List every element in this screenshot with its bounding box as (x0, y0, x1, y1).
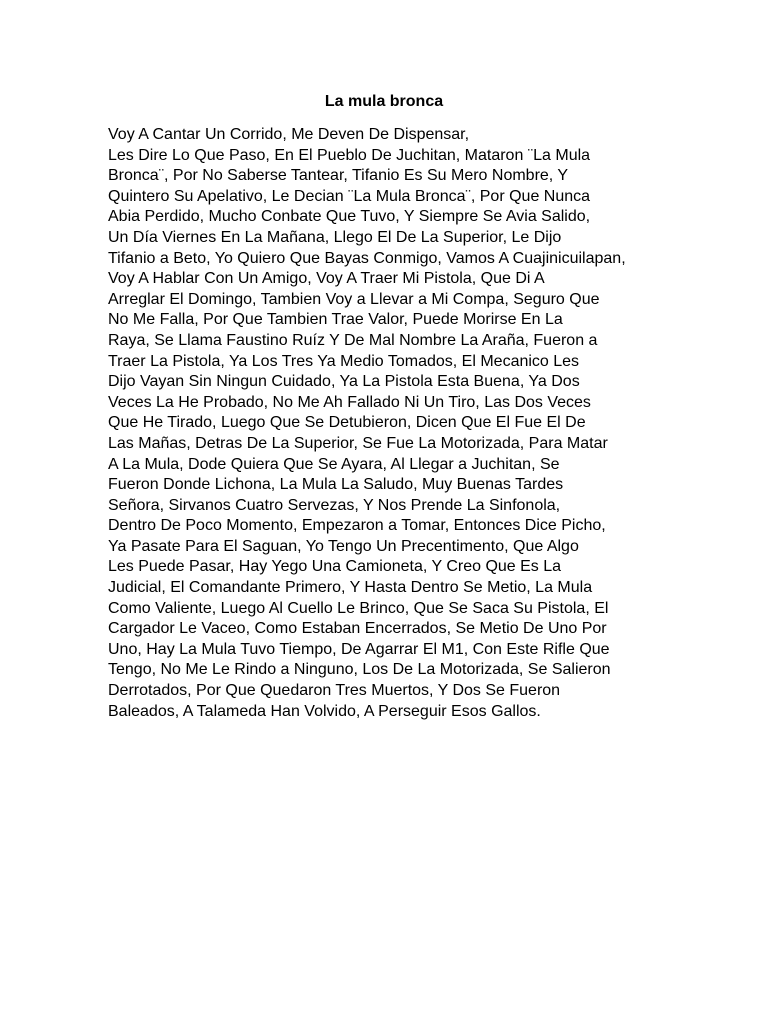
text-line: Derrotados, Por Que Quedaron Tres Muertos, Y Dos Se Fueron (108, 682, 561, 700)
text-line: Dentro De Poco Momento, Empezaron a Tomar, Entonces Dice Picho, (108, 517, 606, 535)
text-line: Fueron Donde Lichona, La Mula La Saludo, Muy Buenas Tardes (108, 476, 564, 494)
text-line: Voy A Hablar Con Un Amigo, Voy A Traer Mi Pistola, Que Di A (108, 270, 545, 288)
text-line: Baleados, A Talameda Han Volvido, A Perseguir Esos Gallos. (108, 702, 541, 720)
text-line: Dijo Vayan Sin Ningun Cuidado, Ya La Pistola Esta Buena, Ya Dos (108, 373, 580, 391)
text-line: Arreglar El Domingo, Tambien Voy a Llevar a Mi Compa, Seguro Que (108, 290, 600, 308)
text-line: A La Mula, Dode Quiera Que Se Ayara, Al Llegar a Juchitan, Se (108, 455, 560, 473)
text-line: Traer La Pistola, Ya Los Tres Ya Medio Tomados, El Mecanico Les (108, 352, 580, 370)
text-line: No Me Falla, Por Que Tambien Trae Valor, Puede Morirse En La (108, 311, 563, 329)
text-line: Voy A Cantar Un Corrido, Me Deven De Dispensar, (108, 126, 470, 143)
document-body (108, 125, 668, 722)
text-line: Señora, Sirvanos Cuatro Servezas, Y Nos Prende La Sinfonola, (108, 496, 561, 514)
text-line: Las Mañas, Detras De La Superior, Se Fue La Motorizada, Para Matar (108, 434, 608, 452)
document-title: La mula bronca (324, 93, 444, 110)
text-line: Quintero Su Apelativo, Le Decian ¨La Mula Bronca¨, Por Que Nunca (108, 187, 591, 205)
text-line: Bronca¨, Por No Saberse Tantear, Tifanio Es Su Mero Nombre, Y (108, 167, 569, 185)
text-line: Cargador Le Vaceo, Como Estaban Encerrados, Se Metio De Uno Por (108, 620, 607, 638)
text-line: Tifanio a Beto, Yo Quiero Que Bayas Conmigo, Vamos A Cuajinicuilapan, (108, 249, 626, 267)
text-line: Que He Tirado, Luego Que Se Detubieron, Dicen Que El Fue El De (108, 414, 586, 432)
text-line: Les Puede Pasar, Hay Yego Una Camioneta, Y Creo Que Es La (108, 558, 562, 576)
text-line: Veces La He Probado, No Me Ah Fallado Ni Un Tiro, Las Dos Veces (108, 393, 591, 411)
text-line: Como Valiente, Luego Al Cuello Le Brinco, Que Se Saca Su Pistola, El (108, 599, 609, 617)
text-line: Tengo, No Me Le Rindo a Ninguno, Los De La Motorizada, Se Salieron (108, 661, 611, 679)
text-line: Raya, Se Llama Faustino Ruíz Y De Mal Nombre La Araña, Fueron a (108, 331, 598, 349)
text-line: Un Día Viernes En La Mañana, Llego El De La Superior, Le Dijo (108, 228, 562, 246)
text-line: Les Dire Lo Que Paso, En El Pueblo De Juchitan, Mataron ¨La Mula (108, 146, 591, 164)
text-line: Judicial, El Comandante Primero, Y Hasta Dentro Se Metio, La Mula (108, 579, 593, 597)
text-line: Ya Pasate Para El Saguan, Yo Tengo Un Precentimento, Que Algo (108, 537, 579, 555)
text-line: Abia Perdido, Mucho Conbate Que Tuvo, Y Siempre Se Avia Salido, (108, 208, 591, 226)
text-line: Uno, Hay La Mula Tuvo Tiempo, De Agarrar El M1, Con Este Rifle Que (108, 640, 610, 658)
